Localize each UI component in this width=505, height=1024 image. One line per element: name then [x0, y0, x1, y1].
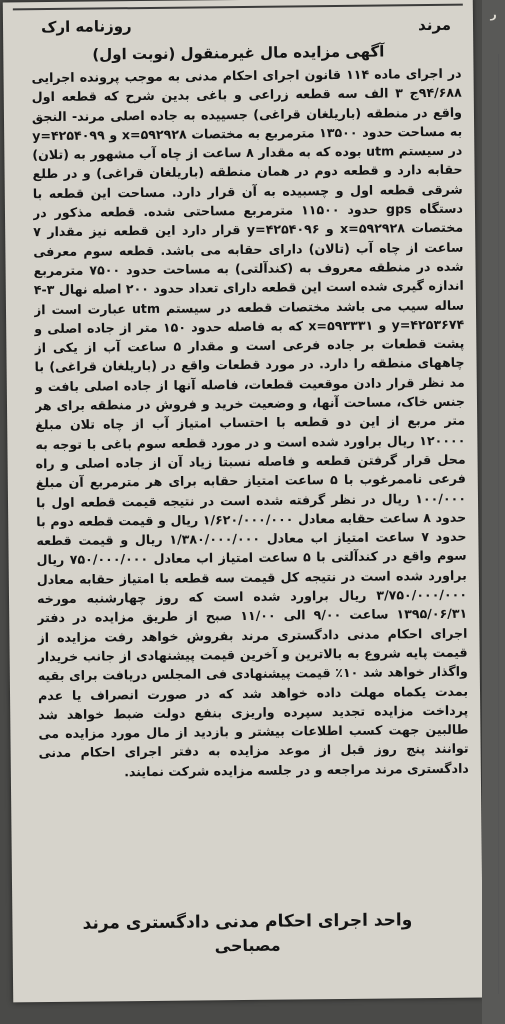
signature-unit: واحد اجرای احکام مدنی دادگستری مرند — [82, 910, 413, 934]
adjacent-column-edge — [482, 0, 505, 1024]
header-top-rule — [13, 4, 463, 11]
header-city: مرند — [418, 15, 452, 35]
column-divider — [498, 54, 499, 994]
signature-name: مصباحی — [214, 935, 281, 956]
header-paper-name: روزنامه ارک — [40, 17, 132, 37]
notice-title: آگهی مزایده مال غیرمنقول (نوبت اول) — [92, 42, 385, 64]
newspaper-clipping — [3, 0, 483, 1002]
adjacent-column-glyph: ر — [490, 8, 497, 21]
notice-body: در اجرای ماده ۱۱۴ قانون اجرای احکام مدنی به موجب پرونده اجرایی ۹۴/۶۸۸ج ۳ الف سه قطعه زراعی و باغی بدین شرح که قطعه اول واقع در منطقه (باریلغان قراغی) جسییده به جاده اصلی مرند- النجق به مساحت حدود ۱۳۵۰۰ مترمربع به مختصات ۵۹۲۹۲۸=x و ۴۲۵۴۰۹۹=y در سیستم utm بوده که به مقدار ۸ ساعت از چاه آب مشهور به (تلان) حقابه دارد و قطعه دوم در همان منطقه (باریلغان قراغی) و در طلع شرقی قطعه اول و چسبیده به آن قرار دارد. مساحت این قطعه با دستگاه gps حدود ۱۱۵۰۰ مترمربع مساحتی شده. قطعه مذکور در مختصات ۵۹۲۹۲۸=x و ۴۲۵۴۰۹۶=y قرار دارد این قطعه نیز مقدار ۷ ساعت از چاه آب (تالان) دارای حقابه می باشد. قطعه سوم معرفی شده در منطقه معروف به (کندآلتی) به مساحت حدود ۷۵۰۰ مترمربع اندازه گیری شده است این قطعه دارای تعداد حدود ۲۰۰ اصله نهال ۳-۴ ساله سیب می باشد مختصات قطعه در سیستم utm عبارت است از ۴۲۵۳۶۷۴=y و ۵۹۳۳۳۱=x که به فاصله حدود ۱۵۰ متر از جاده اصلی و پشت قطعات بر جاده فرعی است و مقدار ۵ ساعت آب از یکی از چاههای منطقه را دارد. در مورد قطعات واقع در (باریلغان قراغی) با مد نظر قرار دادن موقعیت قطعات، فاصله آنها از جاده اصلی بافت و جنس خاک، مساحت آنها، و وضعیت خرید و فروش در منطقه برای هر متر مربع از این دو قطعه با احتساب امتیاز آب از چاه تلان مبلغ ۱۲۰۰۰۰ ریال براورد شده است و در مورد قطعه سوم باغی با توجه به محل قرار گرفتن قطعه و فاصله نسبتا زیاد آن از جاده اصلی و راه فرعی ناممرغوب با ۵ ساعت امتیاز حقابه برای هر مترمربع آن مبلغ ۱۰۰/۰۰۰ ریال در نظر گرفته شده است در نتیجه قیمت قطعه اول با حدود ۸ ساعت حقابه معادل ۱/۶۲۰/۰۰۰/۰۰۰ ریال و قیمت قطعه دوم با حدود ۷ ساعت امتیاز اب معادل ۱/۳۸۰/۰۰۰/۰۰۰ ریال و قیمت قطعه سوم واقع در کندآلتی با ۵ ساعت امتیاز اب معادل ۷۵۰/۰۰۰/۰۰۰ ریال براورد شده است در نتیجه کل قیمت سه قطعه با امتیاز حقابه معادل ۳/۷۵۰/۰۰۰/۰۰۰ ریال براورد شده است که روز چهارشنبه مورخه ۱۳۹۵/۰۶/۳۱ ساعت ۹/۰۰ الی ۱۱/۰۰ صبح از طریق مزایده در دفتر اجرای احکام مدنی دادگستری مرند بفروش خواهد رفت مزایده از قیمت پایه شروع به بالاترین و آخرین قیمت پیشنهادی از جانب خریدار واگذار خواهد شد ۱۰٪ قیمت پیشنهادی فی المجلس دریافت برای بقیه بمدت یکماه مهلت داده خواهد شد که در صورت انصراف یا عدم پرداخت مزایده تجدید سپرده واریزی بنفع دولت ضبط خواهد شد طالبین جهت کسب اطلاعات بیشتر و بازدید از مال مورد مزایده می توانند پنج روز قبل از موعد مزایده به دفتر اجرای احکام مدنی دادگستری مرند مراجعه و در جلسه مزایده شرکت نمایند. — [31, 65, 469, 779]
notice-signature — [12, 910, 482, 958]
